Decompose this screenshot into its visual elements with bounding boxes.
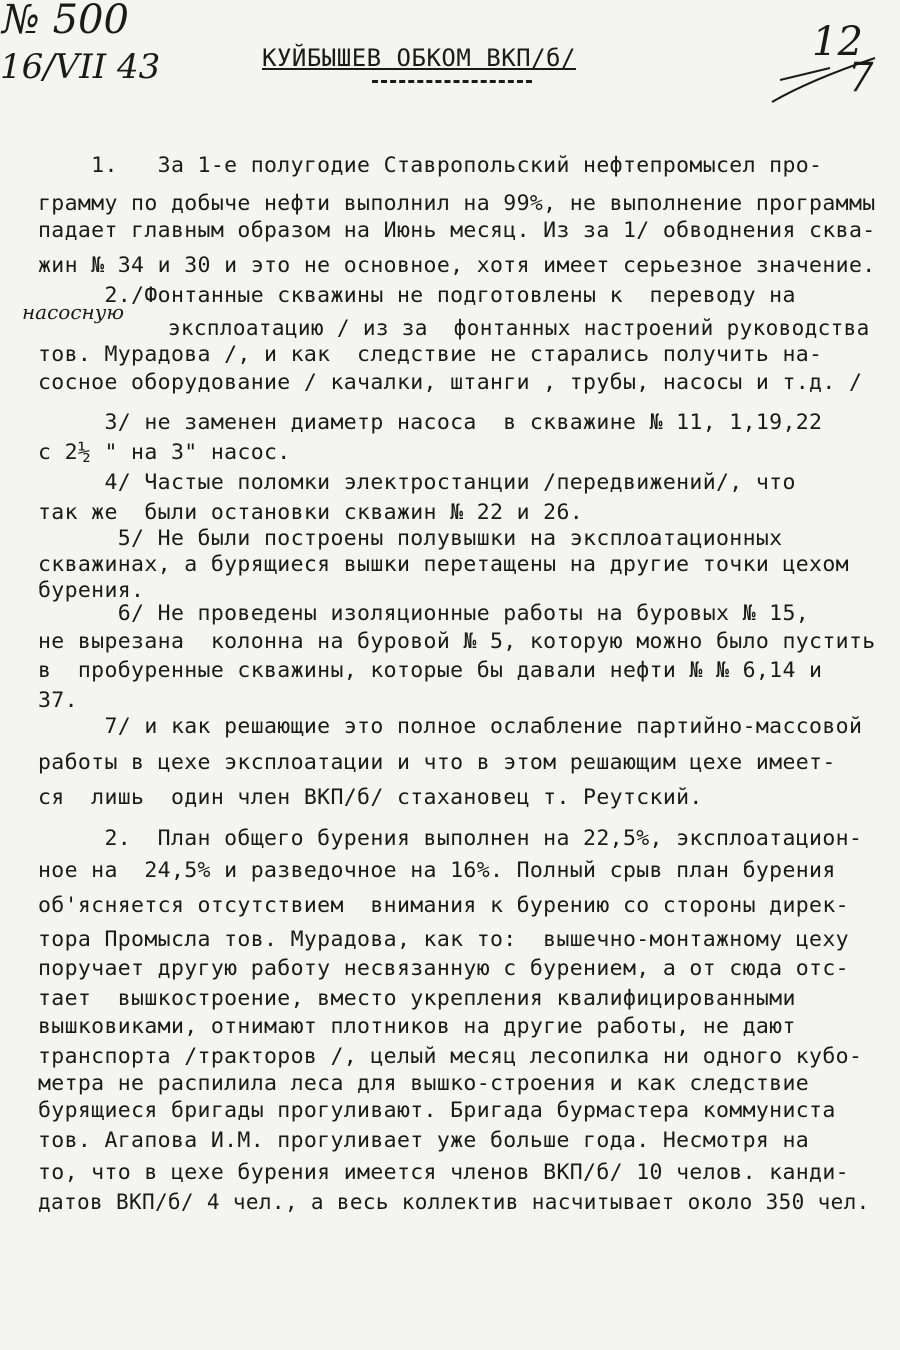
text-line: тора Промысла тов. Мурадова, как то: вышечно-монтажному цеху [38, 927, 849, 952]
text-line: то, что в цехе бурения имеется членов ВКП/б/ 10 челов. канди- [38, 1160, 849, 1185]
text-line: падает главным образом на Июнь месяц. Из за 1/ обводнения сква- [38, 218, 876, 243]
text-line: метра не распилила леса для вышко-строения и как следствие [38, 1071, 810, 1096]
text-line: 37. [38, 688, 78, 713]
text-line: 2. План общего бурения выполнен на 22,5%, эксплоатацион- [38, 826, 863, 851]
text-line: поручает другую работу несвязанную с бурением, а от сюда отс- [38, 956, 849, 981]
text-line: 1. За 1-е полугодие Ставропольский нефтепромысел про- [38, 153, 823, 178]
text-line: тов. Агапова И.М. прогуливает уже больше года. Несмотря на [38, 1128, 810, 1153]
text-line: транспорта /тракторов /, целый месяц лесопилка ни одного кубо- [38, 1044, 863, 1069]
text-line: вышковиками, отнимают плотников на другие работы, не дают [38, 1014, 796, 1039]
text-line: в пробуренные скважины, которые бы давали нефти № № 6,14 и [38, 658, 823, 683]
text-line: 2./Фонтанные скважины не подготовлены к переводу на [38, 283, 796, 308]
text-line: с 2½ " на 3" насос. [38, 440, 291, 465]
text-line: бурения. [38, 578, 145, 603]
text-line: сосное оборудование / качалки, штанги , трубы, насосы и т.д. / [38, 370, 863, 395]
text-line: жин № 34 и 30 и это не основное, хотя имеет серьезное значение. [38, 253, 876, 278]
text-line: датов ВКП/б/ 4 чел., а весь коллектив насчитывает около 350 чел. [38, 1190, 870, 1214]
text-line: ное на 24,5% и разведочное на 16%. Полный срыв план бурения [38, 858, 836, 883]
text-line: бурящиеся бригады прогуливают. Бригада бурмастера коммуниста [38, 1098, 836, 1123]
text-line: грамму по добыче нефти выполнил на 99%, не выполнение программы [38, 191, 876, 216]
text-line: 4/ Частые поломки электростанции /передвижений/, что [38, 470, 796, 495]
handwritten-number: № 500 [2, 0, 129, 43]
text-line: тов. Мурадова /, и как следствие не старались получить на- [38, 342, 823, 367]
handwritten-page-ref-top: 12 [812, 19, 863, 65]
text-line: работы в цехе эксплоатации и что в этом решающим цехе имеет- [38, 750, 836, 775]
text-line: эксплоатацию / из за фонтанных настроений руководства [38, 316, 870, 340]
text-line: так же были остановки скважин № 22 и 26. [38, 500, 584, 525]
strike-through-mark [770, 40, 880, 110]
handwritten-page-ref-bottom: 7 [848, 55, 874, 101]
text-line: 5/ Не были построены полувышки на эксплоатационных [38, 526, 783, 551]
text-line: об'ясняется отсутствием внимания к бурению со стороны дирек- [38, 893, 849, 918]
handwritten-date: 16/VII 43 [0, 47, 161, 87]
document-title: КУЙБЫШЕВ ОБКОМ ВКП/б/ [262, 44, 576, 72]
text-line: 6/ Не проведены изоляционные работы на буровых № 15, [38, 601, 810, 626]
handwritten-insert: насосную [22, 300, 124, 324]
text-line: не вырезана колонна на буровой № 5, которую можно было пустить [38, 629, 876, 654]
text-line: скважинах, а бурящиеся вышки перетащены на другие точки цехом [38, 552, 849, 577]
title-underline [372, 80, 532, 83]
text-line: ся лишь один член ВКП/б/ стахановец т. Реутский. [38, 785, 703, 810]
text-line: 3/ не заменен диаметр насоса в скважине № 11, 1,19,22 [38, 410, 823, 435]
text-line: 7/ и как решающие это полное ослабление партийно-массовой [38, 714, 863, 739]
text-line: тает вышкостроение, вместо укрепления квалифицированными [38, 986, 796, 1011]
